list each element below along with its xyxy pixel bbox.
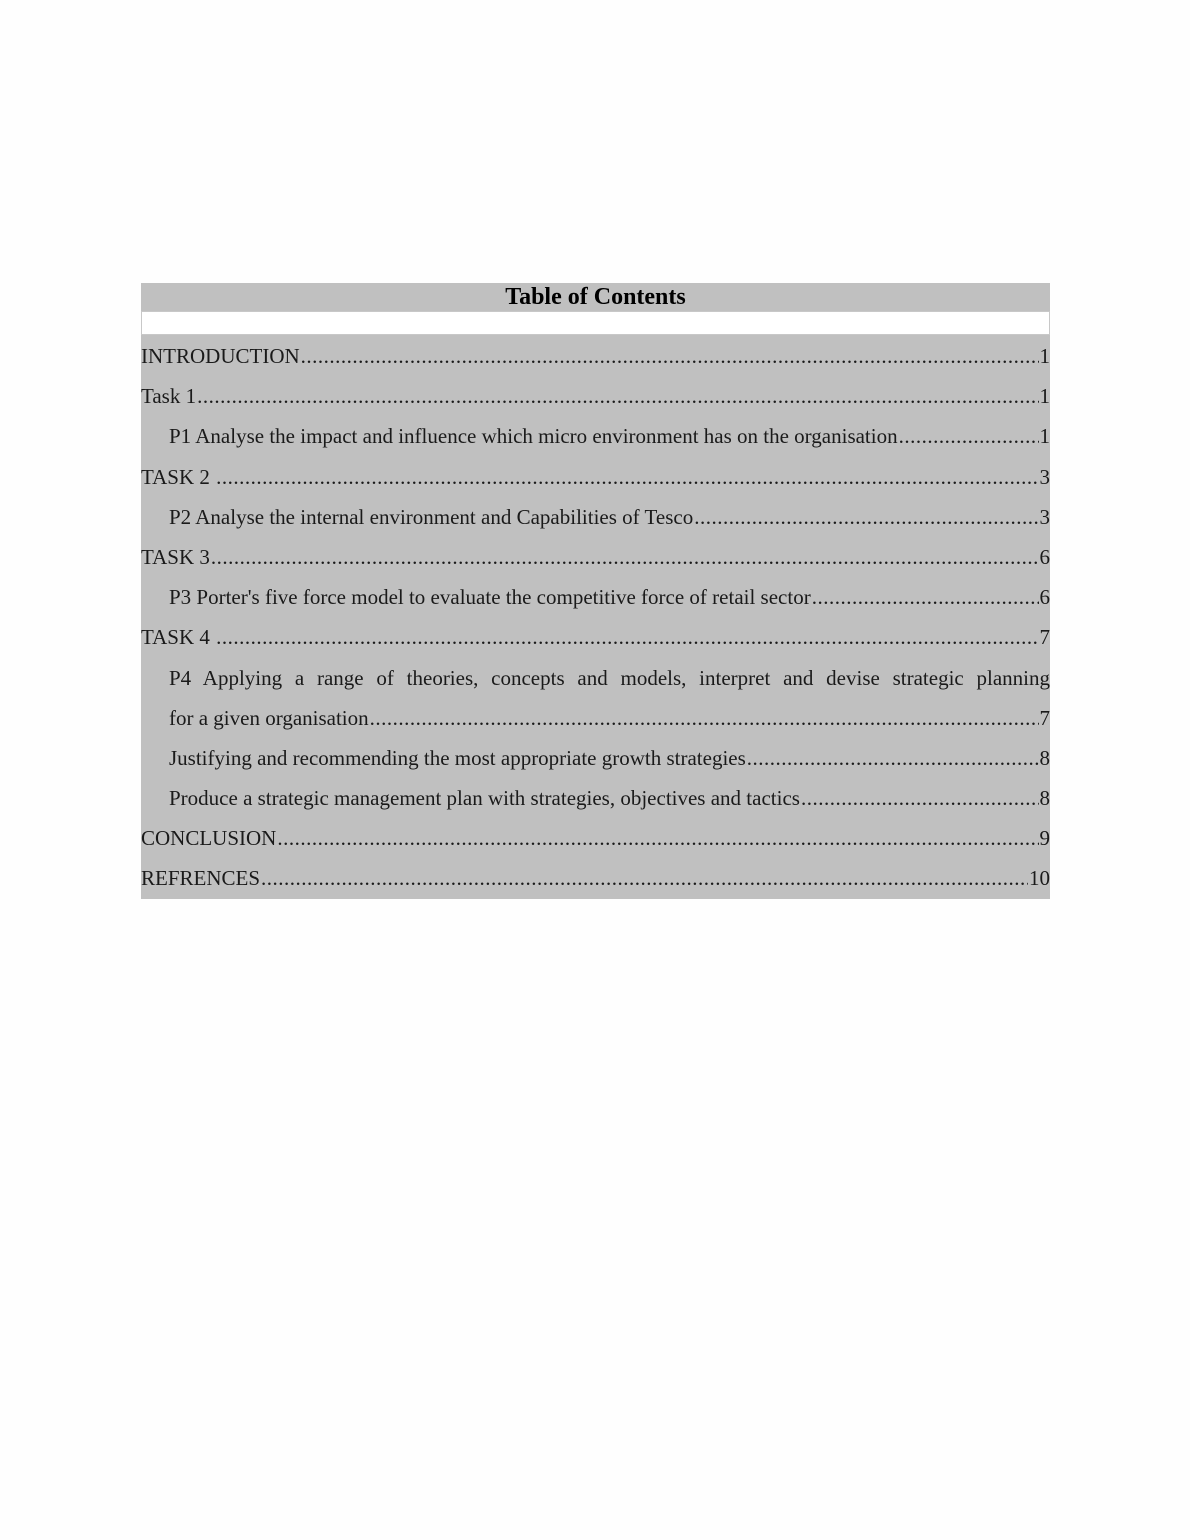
toc-entry-task-1[interactable] <box>141 376 1050 416</box>
toc-entry-page: 8 <box>1039 786 1050 811</box>
toc-entry-label: TASK 2 <box>141 464 216 489</box>
toc-entry-page: 1 <box>1039 424 1050 449</box>
toc-entry-label: TASK 3 <box>141 544 210 569</box>
toc-entry-label: INTRODUCTION <box>141 344 300 368</box>
toc-entry-task-3[interactable] <box>141 537 1050 577</box>
toc-entries <box>141 335 1050 899</box>
toc-entry-conclusion[interactable] <box>141 818 1050 858</box>
toc-entry-page: 7 <box>1039 625 1050 650</box>
toc-entry-label: TASK 4 <box>141 625 216 650</box>
toc-dot-leader <box>747 738 1039 778</box>
toc-entry-page: 6 <box>1039 544 1050 569</box>
toc-entry-page: 7 <box>1039 705 1050 730</box>
toc-dot-leader <box>694 497 1038 537</box>
toc-entry-label: P1 Analyse the impact and influence which micro environment has on the organisation <box>169 424 898 449</box>
toc-dot-leader <box>899 416 1039 456</box>
toc-entry-label: P2 Analyse the internal environment and Capabilities of Tesco <box>169 504 694 529</box>
toc-entry-p2[interactable] <box>141 497 1050 537</box>
toc-entry-label: Justifying and recommending the most appropriate growth strategies <box>169 745 746 770</box>
toc-entry-p3[interactable] <box>141 577 1050 617</box>
toc-spacer <box>141 311 1050 335</box>
toc-dot-leader <box>261 858 1028 898</box>
toc-dot-leader <box>801 778 1039 818</box>
toc-dot-leader <box>370 698 1039 738</box>
toc-dot-leader <box>277 818 1038 858</box>
toc-title: Table of Contents <box>141 283 1050 311</box>
toc-entry-label: REFRENCES <box>141 866 261 891</box>
toc-dot-leader <box>216 457 1038 497</box>
toc-entry-label: for a given organisation <box>169 705 369 730</box>
toc-entry-label: Task 1 <box>141 384 197 409</box>
toc-dot-leader <box>812 577 1039 617</box>
toc-dot-leader <box>197 376 1038 416</box>
toc-entry-growth-strategies[interactable] <box>141 738 1050 778</box>
toc-entry-introduction[interactable] <box>141 336 1050 376</box>
table-of-contents <box>141 283 1050 899</box>
toc-entry-page: 1 <box>1039 384 1050 409</box>
toc-entry-label: P4 Applying a range of theories, concepts and models, interpret and devise strategic planning <box>169 665 1050 690</box>
toc-entry-label: CONCLUSION <box>141 826 277 851</box>
toc-entry-label: P3 Porter's five force model to evaluate the competitive force of retail sector <box>169 585 811 610</box>
toc-dot-leader <box>216 617 1038 657</box>
toc-entry-page: 1 <box>1039 344 1050 368</box>
toc-dot-leader <box>301 336 1039 376</box>
toc-entry-page: 8 <box>1039 745 1050 770</box>
toc-dot-leader <box>211 537 1039 577</box>
toc-entry-page: 6 <box>1039 585 1050 610</box>
toc-entry-p4-line1[interactable] <box>141 658 1050 698</box>
toc-entry-label: Produce a strategic management plan with strategies, objectives and tactics <box>169 786 800 811</box>
toc-entry-task-2[interactable] <box>141 457 1050 497</box>
toc-entry-page: 10 <box>1029 866 1050 891</box>
toc-entry-task-4[interactable] <box>141 617 1050 657</box>
toc-entry-page: 3 <box>1039 464 1050 489</box>
toc-entry-references[interactable] <box>141 858 1050 898</box>
toc-entry-p1[interactable] <box>141 416 1050 456</box>
toc-entry-page: 9 <box>1039 826 1050 851</box>
toc-entry-page: 3 <box>1039 504 1050 529</box>
toc-entry-p4-line2[interactable] <box>141 698 1050 738</box>
toc-entry-management-plan[interactable] <box>141 778 1050 818</box>
